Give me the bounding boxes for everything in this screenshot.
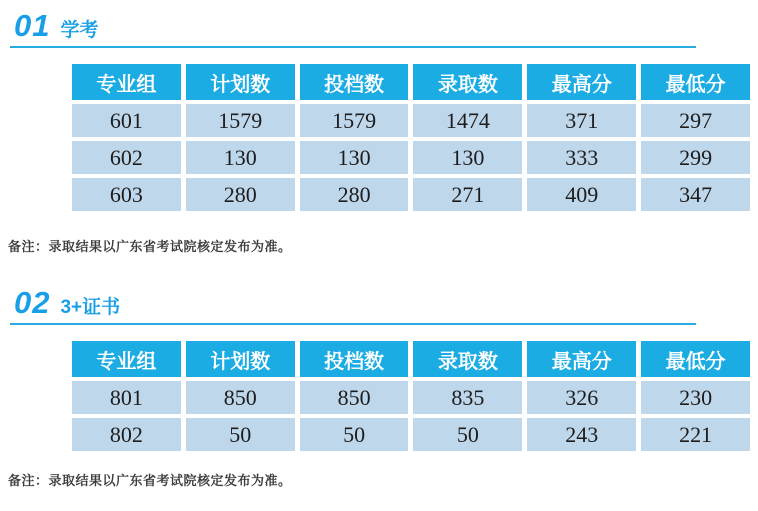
column-header: 最低分 bbox=[641, 64, 750, 100]
table-cell: 802 bbox=[72, 418, 181, 451]
table-row bbox=[72, 418, 750, 451]
section-header bbox=[0, 277, 758, 319]
table-cell: 50 bbox=[413, 418, 522, 451]
section-header bbox=[0, 0, 758, 42]
section-3plus-certificate bbox=[0, 277, 758, 455]
table-cell: 130 bbox=[413, 141, 522, 174]
column-header: 投档数 bbox=[300, 64, 409, 100]
table-cell: 801 bbox=[72, 381, 181, 414]
table-cell: 850 bbox=[186, 381, 295, 414]
table-cell: 1579 bbox=[186, 104, 295, 137]
column-header: 专业组 bbox=[72, 341, 181, 377]
table-cell: 602 bbox=[72, 141, 181, 174]
column-header: 录取数 bbox=[413, 64, 522, 100]
table-cell: 409 bbox=[527, 178, 636, 211]
table-cell: 603 bbox=[72, 178, 181, 211]
table-cell: 50 bbox=[186, 418, 295, 451]
table-row bbox=[72, 141, 750, 174]
table-cell: 326 bbox=[527, 381, 636, 414]
admission-score-table bbox=[67, 60, 755, 215]
section-divider bbox=[10, 323, 696, 325]
section-number: 02 bbox=[14, 285, 51, 320]
table-cell: 280 bbox=[300, 178, 409, 211]
note-text: 备注：录取结果以广东省考试院核定发布为准。 bbox=[8, 239, 292, 254]
table-row bbox=[72, 381, 750, 414]
table-cell: 299 bbox=[641, 141, 750, 174]
column-header: 最低分 bbox=[641, 341, 750, 377]
table-cell: 280 bbox=[186, 178, 295, 211]
section-divider bbox=[10, 46, 696, 48]
table-header-row bbox=[72, 64, 750, 100]
table-cell: 850 bbox=[300, 381, 409, 414]
table-cell: 221 bbox=[641, 418, 750, 451]
table-row bbox=[72, 104, 750, 137]
table-cell: 271 bbox=[413, 178, 522, 211]
table-cell: 230 bbox=[641, 381, 750, 414]
table-cell: 130 bbox=[300, 141, 409, 174]
section-title: 3+证书 bbox=[60, 297, 121, 318]
column-header: 录取数 bbox=[413, 341, 522, 377]
column-header: 计划数 bbox=[186, 341, 295, 377]
table-cell: 835 bbox=[413, 381, 522, 414]
section-number: 01 bbox=[14, 8, 51, 43]
column-header: 计划数 bbox=[186, 64, 295, 100]
table-cell: 1579 bbox=[300, 104, 409, 137]
table-row bbox=[72, 178, 750, 211]
column-header: 专业组 bbox=[72, 64, 181, 100]
table-cell: 333 bbox=[527, 141, 636, 174]
column-header: 最高分 bbox=[527, 341, 636, 377]
table-cell: 347 bbox=[641, 178, 750, 211]
table-cell: 130 bbox=[186, 141, 295, 174]
section-title: 学考 bbox=[60, 20, 99, 41]
column-header: 投档数 bbox=[300, 341, 409, 377]
note-text: 备注：录取结果以广东省考试院核定发布为准。 bbox=[8, 473, 292, 488]
table-cell: 371 bbox=[527, 104, 636, 137]
table-cell: 50 bbox=[300, 418, 409, 451]
table-cell: 297 bbox=[641, 104, 750, 137]
table-cell: 243 bbox=[527, 418, 636, 451]
table-header-row bbox=[72, 341, 750, 377]
table-cell: 601 bbox=[72, 104, 181, 137]
section-xuekao bbox=[0, 0, 758, 215]
table-cell: 1474 bbox=[413, 104, 522, 137]
admission-score-table bbox=[67, 337, 755, 455]
column-header: 最高分 bbox=[527, 64, 636, 100]
